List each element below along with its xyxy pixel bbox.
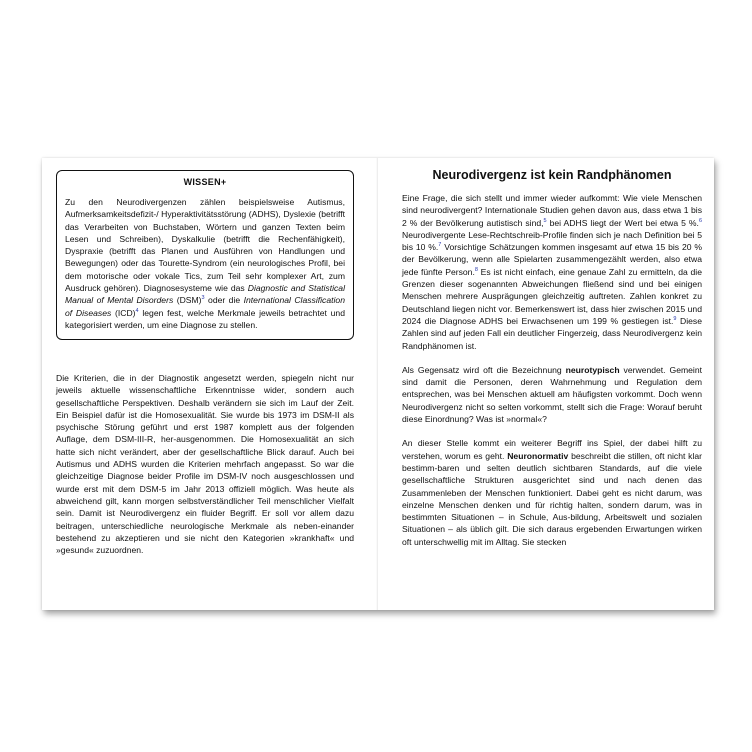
footnote-ref-9[interactable]: 9 (673, 316, 677, 323)
footnote-ref-6[interactable]: 6 (698, 217, 702, 224)
term-neuronormativ: Neuronormativ (507, 450, 569, 461)
info-text-1: Zu den Neurodivergenzen zählen beispielsweise Autismus, Aufmerksamkeitsdefizit-/ Hyperaktivitätsstörung (ADHS), Dyslexie (betrifft das Verarbeiten von Buchstaben, Wörtern und ganzen Texten beim Lesen und Schreiben), Dyskalkulie (betrifft die Rechenfähigkeit), Dyspraxie (betrifft das Planen und Ausführen von Handlungen und Bewegungen) oder das Tourette-Syndrom (ein neurologisches Profil, bei dem motorische oder vokale Tics, zum Teil sehr komplexer Art, zum Ausdruck gehören). Diagnosesysteme wie das (65, 197, 345, 294)
p2-text-b: verwendet. Gemeint sind damit die Personen, deren Wahrnehmung und Regulation dem entsprechen, was bei Menschen aktuell am häufigsten vorkommt. Doch wenn Neurodivergenz nicht so selten vorkommt, stellt sich die Frage: Worauf beruht diese Einordnung? Was ist »normal«? (402, 364, 702, 425)
dsm-title: Diagnostic and Statistical Manual of Mental Disorders (65, 283, 345, 306)
info-box (56, 170, 354, 340)
section-heading: Neurodivergenz ist kein Randphänomen (432, 168, 672, 182)
p1-text-c: Neurodivergente Lese-Rechtschreib-Profile finden sich je nach Definition bei 5 bis 10 %. (402, 229, 702, 253)
paragraph-neuronormative (402, 437, 702, 548)
p1-text-b: bei ADHS liegt der Wert bei etwa 5 %. (546, 217, 699, 228)
footnote-ref-7[interactable]: 7 (438, 242, 442, 249)
p1-text-a: Eine Frage, die sich stellt und immer wieder aufkommt: Wie viele Menschen sind neurodivergent? Internationale Studien gehen davon aus, dass etwa 1 bis 2 % der Bevölkerung autistisch sind, (402, 193, 702, 228)
p3-text-b: beschreibt die stillen, oft nicht klar bestimm-baren und selten deutlich sichtbaren Standards, auf die viele gesellschaftliche Strukturen ausgerichtet sind und nach denen das Zusammenleben der Menschen funktioniert. Dabei geht es nicht darum, was einzelne Menschen denken und für richtig halten, sondern darum, was in bestimmten Situationen – in Schule, Aus-bildung, Arbeitswelt und sozialen Situationen – als üblich gilt. Die sich daraus ergebenden Erwartungen wirken oft unterschwellig mit im Alltag. Sie stecken (402, 450, 703, 547)
left-page (42, 158, 378, 610)
footnote-ref-3[interactable]: 3 (201, 295, 205, 302)
info-text-3: oder die (204, 295, 244, 306)
paragraph-neurotypical (402, 364, 702, 425)
footnote-ref-5[interactable]: 5 (543, 217, 547, 224)
paragraph-prevalence (402, 192, 702, 352)
footnote-ref-8[interactable]: 8 (474, 266, 478, 273)
p2-text-a: Als Gegensatz wird oft die Bezeichnung (402, 364, 566, 375)
book-spread (42, 158, 714, 610)
icd-title: International Classification of Diseases (65, 295, 345, 318)
term-neurotypisch: neurotypisch (565, 364, 620, 375)
left-body-paragraph: Die Kriterien, die in der Diagnostik angesetzt werden, spiegeln nicht nur jeweils aktuelle wissenschaftliche Erkenntnisse wider, sondern auch gesellschaftliche Perspektiven. Deshalb verändern sie sich im Lauf der Zeit. Ein Beispiel dafür ist die Homosexualität. Sie wurde bis 1973 im DSM-II als psychische Störung geführt und erst 1987 komplett aus der folgenden Auflage, dem DSM-III-R, her-ausgenommen. Die Homosexualität an sich hatte sich nicht verändert, aber der gesellschaftliche Blick darauf. Auch bei Autismus und ADHS wurden die Kriterien mehrfach angepasst. So war die gleichzeitige Diagnose beider Profile im DSM-IV noch ausgeschlossen und wurde erst mit dem DSM-5 im Jahr 2013 offiziell möglich. Was heute als abweichend gilt, kann morgen selbstverständlicher Teil menschlicher Vielfalt sein. Damit ist Neurodivergenz ein fluider Begriff. Er soll vor allem dazu beitragen, unterschiedliche neurologische Merkmale als neben-einander bestehend zu akzeptieren und sie nicht den Kategorien »krankhaft« und »gesund« zuzuordnen. (56, 373, 354, 556)
right-page (378, 158, 714, 610)
p1-text-d: Vorsichtige Schätzungen kommen insgesamt auf etwa 15 bis 20 % der Bevölkerung, wenn alle Spielarten zusammengezählt werden, also etwa jede fünfte Person. (402, 242, 702, 277)
info-box-text (65, 196, 345, 331)
info-box-title: WISSEN+ (183, 177, 227, 187)
p1-text-e: Es ist nicht einfach, eine genaue Zahl zu ermitteln, da die Grenzen dieser sogenannten Abweichungen fließend sind und bei einigen Menschen mehrere Ausprägungen gleichzeitig auftreten. Zahlen konkret zu Deutschland liegen nicht vor. Bemerkenswert ist, dass hier zwischen 2015 und 2024 die Diagnose ADHS bei Erwachsenen um 199 % gestiegen ist. (402, 266, 702, 326)
info-text-5: legen fest, welche Merkmale jeweils betrachtet und kategorisiert werden, um eine Diagnose zu stellen. (65, 307, 345, 330)
footnote-ref-4[interactable]: 4 (135, 307, 139, 314)
p1-text-f: Diese Zahlen sind auf jeden Fall ein deutlicher Fingerzeig, dass Neurodivergenz kein Randphänomen ist. (402, 315, 702, 351)
p3-text-a: An dieser Stelle kommt ein weiterer Begriff ins Spiel, der dabei hilft zu verstehen, worum es geht. (402, 438, 702, 461)
right-content (402, 168, 702, 560)
info-text-4: (ICD) (111, 307, 136, 318)
info-text-2: (DSM) (173, 295, 202, 306)
